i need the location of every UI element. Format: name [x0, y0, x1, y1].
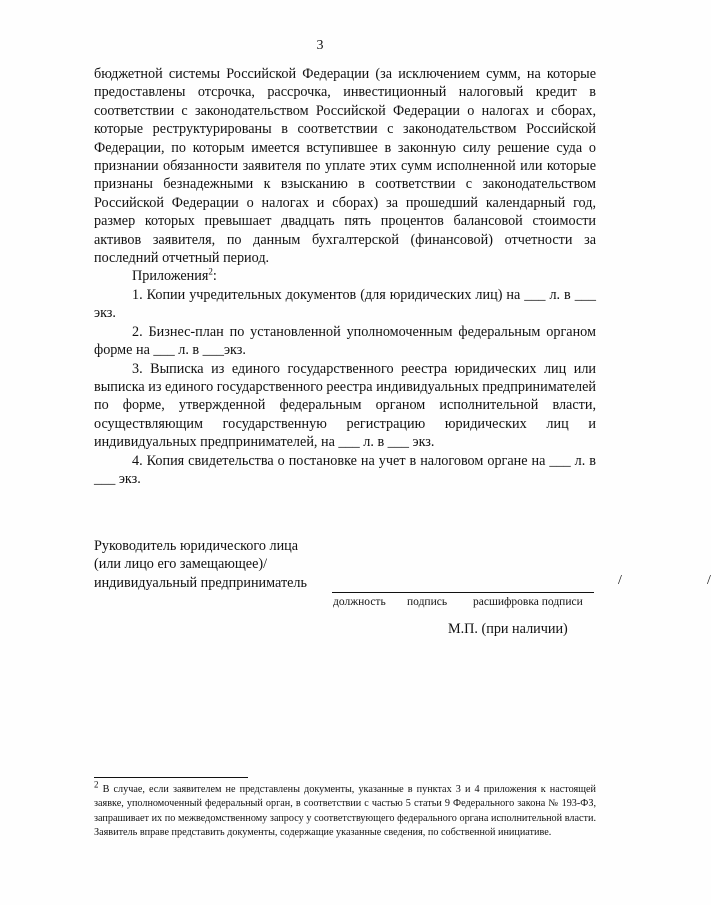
- signatory-line-2: (или лицо его замещающее)/: [94, 556, 268, 573]
- footnote: [94, 779, 596, 841]
- footnote-text: В случае, если заявителем не представлены документы, указанные в пунктах 3 и 4 приложения к настоящей заявке, уполномоченный федеральный орган, в соответствии с частью 5 статьи 9 Федерального закона № 193-ФЗ, запрашивает их по межведомственному запросу у соответствующего федерального органа исполнительной власти. Заявитель вправе представить документы, содержащие указанные сведения, по собственной инициативе.: [94, 784, 596, 839]
- caption-signature: подпись: [407, 596, 448, 608]
- attachment-item-2: 2. Бизнес-план по установленной уполномоченным федеральным органом форме на ___ л. в ___экз.: [94, 323, 596, 359]
- signature-block: [94, 537, 711, 608]
- continued-paragraph: бюджетной системы Российской Федерации (за исключением сумм, на которые предоставлены отсрочка, рассрочка, инвестиционный налоговый кредит в соответствии с законодательством Российской Федерации о налогах и сборах, которые реструктурированы в соответствии с законодательством Российской Федерации, по которым имеется вступившее в законную силу решение суда о признании обязанности заявителя по уплате этих сумм исполненной или которые признаны безнадежными к взысканию в соответствии с законодательством Российской Федерации о налогах и сборах) за прошедший календарный год, размер которых превышает двадцать пять процентов балансовой стоимости активов заявителя, по данным бухгалтерской (финансовой) отчетности за последний отчетный период.: [94, 66, 596, 267]
- attachment-item-1: 1. Копии учредительных документов (для юридических лиц) на ___ л. в ___ экз.: [94, 286, 596, 322]
- caption-name-decoding: расшифровка подписи: [473, 596, 583, 608]
- signature-separator: /: [618, 573, 622, 588]
- footnote-ref: 2: [208, 266, 213, 277]
- stamp-placeholder: М.П. (при наличии): [448, 621, 568, 637]
- attachment-item-3: 3. Выписка из единого государственного реестра юридических лиц или выписка из единого государственного реестра индивидуальных предпринимателей по форме, утвержденной федеральным органом исполнительной власти, осуществляющим государственную регистрацию юридических лиц и индивидуальных предпринимателей, на ___ л. в ___ экз.: [94, 360, 596, 451]
- caption-position: должность: [333, 596, 386, 608]
- signature-fields: [332, 573, 711, 593]
- footnote-marker: 2: [94, 779, 99, 790]
- document-body: [94, 65, 596, 488]
- signatory-line-3: индивидуальный предприниматель: [94, 574, 307, 591]
- signature-separator: /: [707, 573, 711, 588]
- page-number: 3: [316, 38, 324, 53]
- attachment-item-4: 4. Копия свидетельства о постановке на учет в налоговом органе на ___ л. в ___ экз.: [94, 452, 596, 487]
- signatory-line-1: Руководитель юридического лица: [94, 538, 299, 554]
- footnote-divider: [94, 777, 248, 778]
- attachments-heading: Приложения$^2$:: [132, 266, 217, 285]
